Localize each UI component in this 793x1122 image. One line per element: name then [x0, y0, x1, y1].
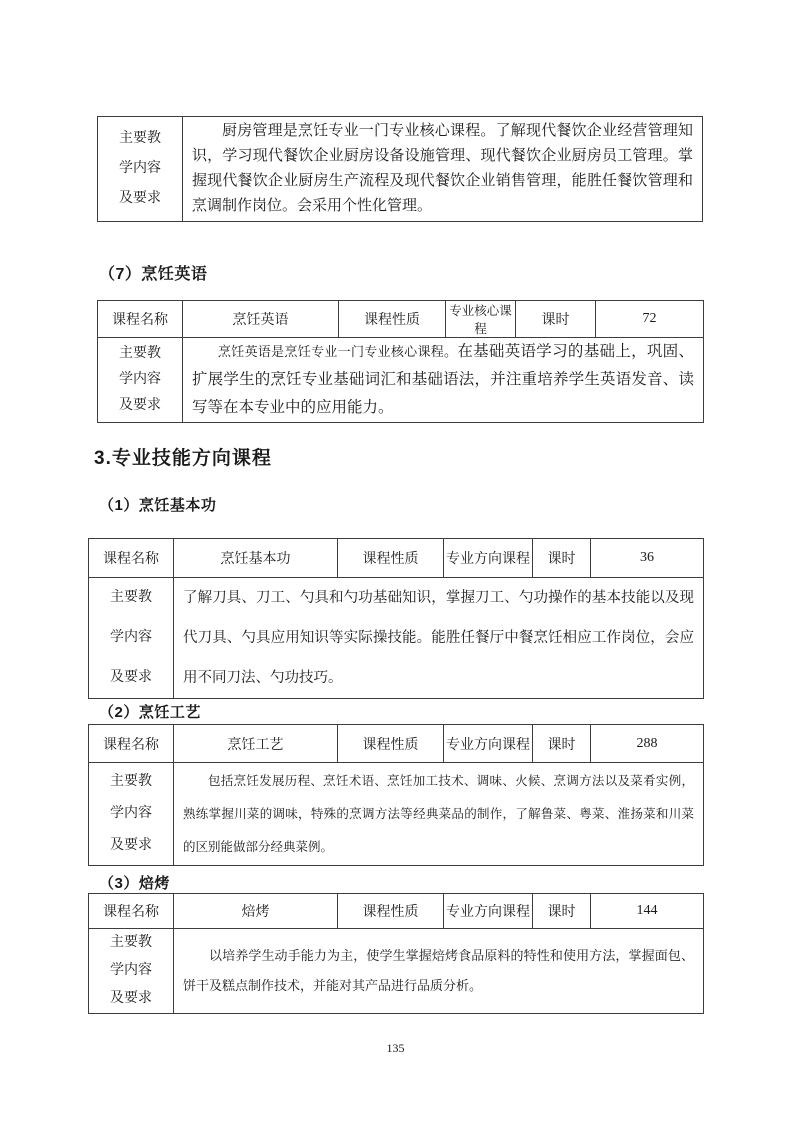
teaching-label-cell [89, 929, 174, 1014]
page-number: 135 [386, 1041, 405, 1055]
course-nature-label: 课程性质 [338, 894, 444, 929]
teaching-label-cell [89, 578, 174, 699]
hours-value: 72 [596, 301, 704, 338]
course-meta-row [98, 301, 704, 338]
table-row [98, 117, 703, 222]
teaching-content-cell [174, 929, 704, 1014]
course-nature-label: 课程性质 [338, 539, 444, 578]
course-table-basic-skills [88, 538, 704, 699]
teaching-label-line: 及要求 [110, 838, 152, 853]
teaching-label-line: 学内容 [110, 806, 152, 821]
course-content-row [98, 338, 704, 423]
course-nature-label: 课程性质 [338, 725, 444, 763]
hours-label: 课时 [533, 539, 591, 578]
course-table-baking [88, 893, 704, 1014]
teaching-content-text: 了解刀具、刀工、勺具和勺功基础知识，掌握刀工、勺功操作的基本技能以及现代刀具、勺具应用知识等实际操技能。能胜任餐厅中餐烹饪相应工作岗位，会应用不同刀法、勺功技巧。 [183, 590, 694, 686]
course-heading-basic-skills: （1）烹饪基本功 [99, 497, 217, 514]
course-name-value: 烹饪工艺 [174, 725, 338, 763]
teaching-label-line: 主要教 [119, 346, 161, 361]
course-name-label: 课程名称 [89, 725, 174, 763]
course-name-value: 烹饪英语 [183, 301, 339, 338]
teaching-label-line: 学内容 [110, 630, 152, 645]
course-content-row [89, 578, 704, 699]
teaching-label-line: 学内容 [119, 372, 161, 387]
course-nature-label: 课程性质 [339, 301, 446, 338]
teaching-label-line: 及要求 [119, 398, 161, 413]
course-table-culinary-technique [88, 724, 704, 866]
teaching-label-line: 及要求 [110, 991, 152, 1006]
course-heading-culinary-english: （7）烹饪英语 [99, 266, 208, 283]
course-nature-value: 专业方向课程 [444, 539, 533, 578]
teaching-label-cell [89, 763, 174, 866]
teaching-content-cell [174, 578, 704, 699]
course-heading-baking: （3）焙烤 [99, 875, 170, 892]
teaching-content-text: 以培养学生动手能力为主，使学生掌握焙烤食品原料的特性和使用方法，掌握面包、饼干及糕点制作技术，并能对其产品进行品质分析。 [183, 948, 694, 993]
section-heading-skill-direction-courses: 3.专业技能方向课程 [94, 448, 272, 469]
course-nature-value: 专业核心课程 [446, 301, 516, 338]
course-name-value: 焙烤 [174, 894, 338, 929]
content-main: 在基础英语学习的基础上，巩固、扩展学生的烹饪专业基础词汇和基础语法，并注重培养学生英语发音、读写等在本专业中的应用能力。 [192, 343, 694, 416]
hours-label: 课时 [533, 725, 591, 763]
teaching-label-line: 主要教 [110, 935, 152, 950]
content-intro: 烹饪英语是烹饪专业一门专业核心课程。 [218, 344, 458, 359]
teaching-content-cell [183, 338, 704, 423]
course-name-label: 课程名称 [89, 539, 174, 578]
teaching-label-line: 及要求 [119, 191, 161, 206]
course-nature-value: 专业方向课程 [444, 894, 533, 929]
teaching-content-text [192, 338, 694, 422]
course-meta-row [89, 894, 704, 929]
teaching-content-cell [174, 763, 704, 866]
course-meta-row [89, 725, 704, 763]
teaching-label-cell [98, 338, 183, 423]
hours-value: 36 [591, 539, 704, 578]
course-name-label: 课程名称 [98, 301, 183, 338]
teaching-content-cell [183, 117, 703, 222]
hours-value: 288 [591, 725, 704, 763]
course-name-label: 课程名称 [89, 894, 174, 929]
course-content-row [89, 929, 704, 1014]
course-name-value: 烹饪基本功 [174, 539, 338, 578]
course-meta-row [89, 539, 704, 578]
teaching-label-line: 主要教 [119, 131, 161, 146]
teaching-label-cell [98, 117, 183, 222]
teaching-label-line: 学内容 [110, 963, 152, 978]
teaching-content-text: 厨房管理是烹饪专业一门专业核心课程。了解现代餐饮企业经营管理知识，学习现代餐饮企业厨房设备设施管理、现代餐饮企业厨房员工管理。掌握现代餐饮企业厨房生产流程及现代餐饮企业销售管理，能胜任餐饮管理和烹调制作岗位。会采用个性化管理。 [192, 123, 693, 214]
hours-label: 课时 [516, 301, 596, 338]
course-table-culinary-english [97, 300, 704, 423]
teaching-label-line: 学内容 [119, 161, 161, 176]
kitchen-management-content-table [97, 116, 703, 222]
teaching-label-line: 主要教 [110, 774, 152, 789]
course-content-row [89, 763, 704, 866]
teaching-content-text: 包括烹饪发展历程、烹饪术语、烹饪加工技术、调味、火候、烹调方法以及菜肴实例，熟练掌握川菜的调味，特殊的烹调方法等经典菜品的制作，了解鲁菜、粤菜、淮扬菜和川菜的区别能做部分经典菜例。 [183, 773, 694, 854]
course-heading-culinary-technique: （2）烹饪工艺 [99, 704, 201, 721]
hours-label: 课时 [533, 894, 591, 929]
hours-value: 144 [591, 894, 704, 929]
teaching-label-line: 主要教 [110, 590, 152, 605]
course-nature-value: 专业方向课程 [444, 725, 533, 763]
teaching-label-line: 及要求 [110, 670, 152, 685]
